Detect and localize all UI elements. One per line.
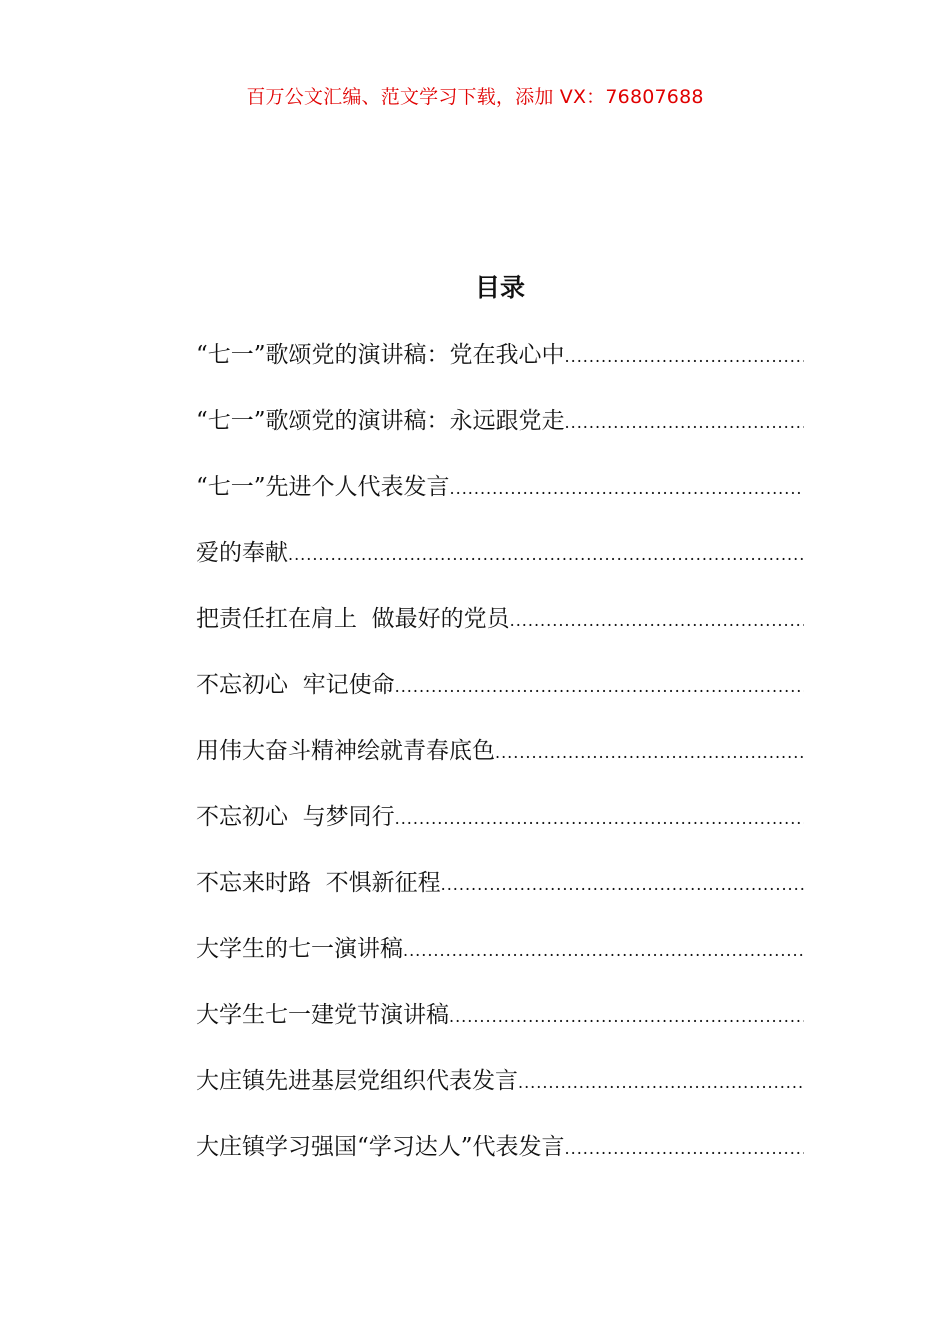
toc-item-label: 不忘初心 牢记使命 bbox=[196, 672, 395, 698]
toc-dot-leader bbox=[288, 537, 804, 573]
toc-dot-leader bbox=[565, 1131, 804, 1167]
toc-item-label: “七一”歌颂党的演讲稿：永远跟党走 bbox=[196, 408, 565, 434]
toc-dot-leader bbox=[403, 933, 804, 969]
toc-item[interactable] bbox=[196, 337, 804, 403]
toc-item-label: 大学生的七一演讲稿 bbox=[196, 936, 403, 962]
toc-item-label: “七一”先进个人代表发言 bbox=[196, 474, 450, 500]
toc-item-label: 把责任扛在肩上 做最好的党员 bbox=[196, 606, 510, 632]
toc-item[interactable] bbox=[196, 1063, 804, 1129]
toc-dot-leader bbox=[395, 669, 804, 705]
toc-item[interactable] bbox=[196, 733, 804, 799]
toc-item[interactable] bbox=[196, 667, 804, 733]
toc-item[interactable] bbox=[196, 931, 804, 997]
toc-item-label: “七一”歌颂党的演讲稿：党在我心中 bbox=[196, 342, 565, 368]
toc-dot-leader bbox=[495, 735, 804, 771]
toc-item[interactable] bbox=[196, 403, 804, 469]
toc-item[interactable] bbox=[196, 865, 804, 931]
toc-item-label: 大庄镇先进基层党组织代表发言 bbox=[196, 1068, 518, 1094]
toc-item-label: 大庄镇学习强国“学习达人”代表发言 bbox=[196, 1134, 565, 1160]
toc-title: 目录 bbox=[474, 273, 525, 302]
toc-item-label: 不忘来时路 不惧新征程 bbox=[196, 870, 441, 896]
toc-dot-leader bbox=[441, 867, 804, 903]
toc-item[interactable] bbox=[196, 799, 804, 865]
toc-dot-leader bbox=[450, 471, 804, 507]
toc-item-label: 大学生七一建党节演讲稿 bbox=[196, 1002, 449, 1028]
header-banner: 百万公文汇编、范文学习下载，添加 VX：76807688 bbox=[246, 86, 704, 108]
table-of-contents bbox=[196, 337, 804, 1195]
toc-item-label: 用伟大奋斗精神绘就青春底色 bbox=[196, 738, 495, 764]
toc-item-label: 爱的奉献 bbox=[196, 540, 288, 566]
toc-dot-leader bbox=[565, 405, 804, 441]
toc-item-label: 不忘初心 与梦同行 bbox=[196, 804, 395, 830]
toc-dot-leader bbox=[395, 801, 804, 837]
toc-dot-leader bbox=[449, 999, 804, 1035]
toc-item[interactable] bbox=[196, 1129, 804, 1195]
toc-item[interactable] bbox=[196, 997, 804, 1063]
toc-dot-leader bbox=[510, 603, 804, 639]
toc-dot-leader bbox=[565, 339, 804, 375]
toc-item[interactable] bbox=[196, 469, 804, 535]
toc-item[interactable] bbox=[196, 601, 804, 667]
toc-item[interactable] bbox=[196, 535, 804, 601]
toc-dot-leader bbox=[518, 1065, 804, 1101]
